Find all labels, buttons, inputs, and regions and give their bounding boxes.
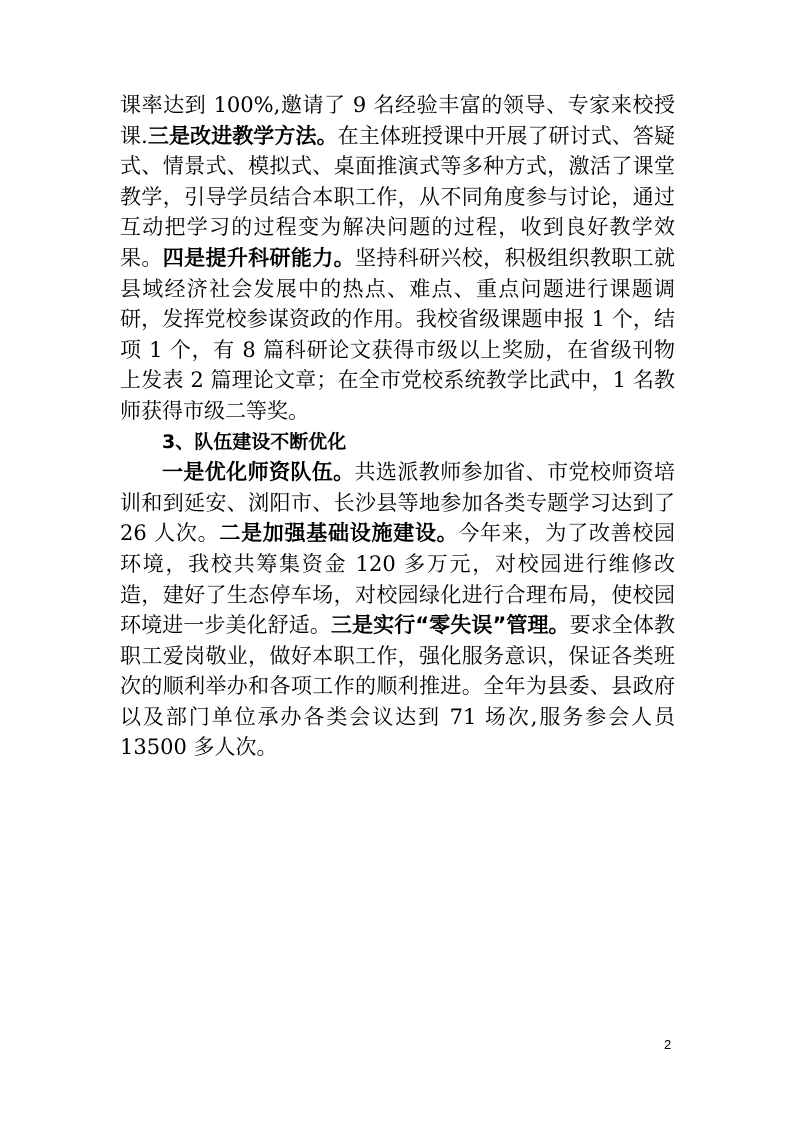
paragraph-text: 课率达到 100%,邀请了 9 名经验丰富的领导、专家来校授课. — [120, 93, 675, 148]
paragraph-text: 在主体班授课中开展了研讨式、答疑式、情景式、模拟式、桌面推演式等多种方式，激活了课堂教学，引导学员结合本职工作，从不同角度参与讨论，通过互动把学习的过程变为解决问题的过程，收到良好教学效果。 — [120, 123, 675, 270]
bold-lead-research: 四是提升科研能力。 — [162, 245, 355, 270]
paragraph-text: 要求全体教职工爱岗敬业，做好本职工作，强化服务意识，保证各类班次的顺利举办和各项工作的顺利推进。全年为县委、县政府以及部门单位承办各类会议达到 71 场次,服务参会人员 13500 多人次。 — [120, 613, 676, 760]
document-body — [120, 90, 675, 763]
paragraph-text: 共选派教师参加省、市党校师资培训和到延安、浏阳市、长沙县等地参加各类专题学习达到了 26 人次。 — [120, 460, 676, 546]
bold-lead-teaching-methods: 三是改进教学方法。 — [147, 123, 338, 148]
bold-lead-infrastructure: 二是加强基础设施建设。 — [219, 521, 459, 546]
page-number: 2 — [664, 1037, 672, 1052]
paragraph-team — [120, 457, 675, 763]
paragraph-text: 今年来，为了改善校园环境，我校共筹集资金 120 多万元，对校园进行维修改造，建好了生态停车场，对校园绿化进行合理布局，使校园环境进一步美化舒适。 — [120, 521, 676, 638]
paragraph-teaching — [120, 90, 675, 427]
section-heading: 3、队伍建设不断优化 — [162, 430, 347, 453]
bold-lead-zero-error: 三是实行“零失误”管理。 — [330, 613, 570, 638]
bold-lead-teachers: 一是优化师资队伍。 — [162, 460, 355, 485]
paragraph-text: 坚持科研兴校，积极组织教职工就县域经济社会发展中的热点、难点、重点问题进行课题调研，发挥党校参谋资政的作用。我校省级课题申报 1 个，结项 1 个，有 8 篇科研论文获得市级以上奖励，在省级刊物上发表 2 篇理论文章；在全市党校系统教学比武中，1 名教师获得市级二等奖。 — [120, 245, 676, 423]
